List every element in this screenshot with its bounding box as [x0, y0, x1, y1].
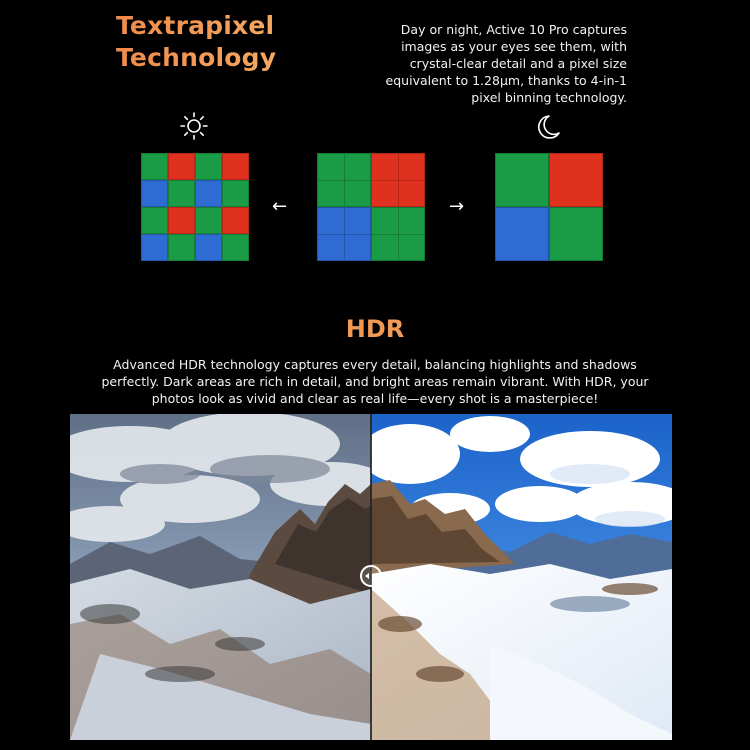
green-pixel — [168, 180, 195, 207]
green-pixel — [222, 234, 249, 261]
textrapixel-description: Day or night, Active 10 Pro captures images as your eyes see them, with crystal-clear detail and a pixel size equivalent to 1.28μm, thanks to 4-in-1 pixel binning technology. — [385, 22, 627, 105]
green-pixel — [222, 180, 249, 207]
green-pixel — [495, 153, 549, 207]
title-line-1: Textrapixel — [116, 11, 275, 40]
red-pixel — [371, 153, 425, 207]
red-pixel — [222, 207, 249, 234]
binned-pixel-grid — [495, 153, 603, 261]
green-pixel — [549, 207, 603, 261]
red-pixel — [168, 207, 195, 234]
hdr-description: Advanced HDR technology captures every detail, balancing highlights and shadows perfectly. Dark areas are rich in detail, and bright areas remain vibrant. With HDR, your photos look as vivid and clear as real life—every shot is a masterpiece! — [101, 357, 649, 406]
green-pixel — [141, 153, 168, 180]
blue-pixel — [495, 207, 549, 261]
hdr-comparison-image[interactable] — [70, 414, 672, 740]
red-pixel — [168, 153, 195, 180]
red-pixel — [549, 153, 603, 207]
sun-icon — [179, 111, 209, 141]
blue-pixel — [195, 180, 222, 207]
right-arrow-icon: → — [449, 196, 465, 217]
green-pixel — [195, 207, 222, 234]
blue-pixel — [141, 180, 168, 207]
green-pixel — [168, 234, 195, 261]
hdr-title: HDR — [0, 314, 750, 344]
green-pixel — [195, 153, 222, 180]
blue-pixel — [317, 207, 371, 261]
green-pixel — [371, 207, 425, 261]
blue-pixel — [141, 234, 168, 261]
left-arrow-icon: ← — [272, 196, 288, 217]
blue-pixel — [195, 234, 222, 261]
quad-pixel-grid — [317, 153, 425, 261]
compare-arrows-icon[interactable] — [360, 565, 382, 587]
red-pixel — [222, 153, 249, 180]
green-pixel — [141, 207, 168, 234]
moon-icon — [535, 113, 561, 141]
green-pixel — [317, 153, 371, 207]
textrapixel-title — [116, 10, 276, 74]
title-line-2: Technology — [116, 43, 277, 72]
day-pixel-grid — [141, 153, 249, 261]
